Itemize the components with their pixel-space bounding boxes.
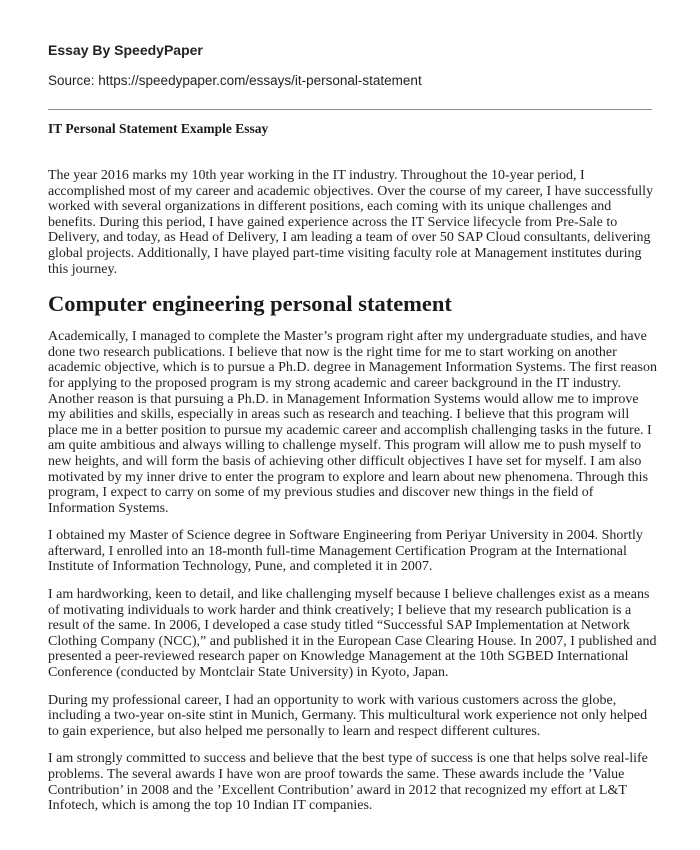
body-paragraph: I am strongly committed to success and believe that the best type of success is one that helps solve real-life problems. The several awards I have won are proof towards the same. These awards include the ’Value Contribution’ in 2008 and the ’Excellent Contribution’ award in 2012 that recognized my effort at L&T Infotech, which is among the top 10 Indian IT companies. (48, 751, 648, 814)
essay-title: IT Personal Statement Example Essay (48, 121, 269, 136)
body-paragraph: I obtained my Master of Science degree in Software Engineering from Periyar University in 2004. Shortly afterward, I enrolled into an 18-month full-time Management Certification Program at the International Institute of Information Technology, Pune, and completed it in 2007. (48, 528, 643, 575)
document-header-title: Essay By SpeedyPaper (48, 42, 203, 58)
source-line: Source: https://speedypaper.com/essays/it-personal-statement (48, 73, 422, 88)
intro-paragraph: The year 2016 marks my 10th year working in the IT industry. Throughout the 10-year period, I accomplished most of my career and academic objectives. Over the course of my career, I have successfully worked with several organizations in different positions, each coming with its unique challenges and benefits. During this period, I have gained experience across the IT Service lifecycle from Pre-Sale to Delivery, and today, as Head of Delivery, I am leading a team of over 50 SAP Cloud consultants, delivering global projects. Additionally, I have played part-time visiting faculty role at Management institutes during this journey. (48, 168, 654, 277)
essay-body (48, 168, 660, 826)
body-paragraph: I am hardworking, keen to detail, and like challenging myself because I believe challenges exist as a means of motivating individuals to work harder and think creatively; I believe that my research publication is a result of the same. In 2006, I developed a case study titled “Successful SAP Implementation at Network Clothing Company (NCC),” and published it in the European Case Clearing House. In 2007, I published and presented a peer-reviewed research paper on Knowledge Management at the 10th SGBED International Conference (conducted by Montclair State University) in Kyoto, Japan. (48, 587, 657, 681)
header-divider (48, 109, 652, 110)
body-paragraph: During my professional career, I had an opportunity to work with various customers across the globe, including a two-year on-site stint in Munich, Germany. This multicultural work experience not only helped to gain experience, but also helped me personally to learn and respect different cultures. (48, 692, 648, 739)
body-paragraph: Academically, I managed to complete the Master’s program right after my undergraduate studies, and have done two research publications. I believe that now is the right time for me to start working on another academic objective, which is to pursue a Ph.D. degree in Management Information Systems. The first reason for applying to the proposed program is my strong academic and career background in the IT industry. Another reason is that pursuing a Ph.D. in Management Information Systems would allow me to improve my abilities and skills, especially in areas such as research and teaching. I believe that this program will place me in a better position to pursue my academic career and accomplish challenging tasks in the future. I am quite ambitious and always willing to challenge myself. This program will allow me to push myself to new heights, and will form the basis of achieving other difficult objectives I have set for myself. I am also motivated by my inner drive to enter the program to explore and learn about new phenomena. Through this program, I expect to carry on some of my previous studies and discover new things in the field of Information Systems. (48, 329, 657, 516)
section-heading: Computer engineering personal statement (48, 291, 452, 317)
